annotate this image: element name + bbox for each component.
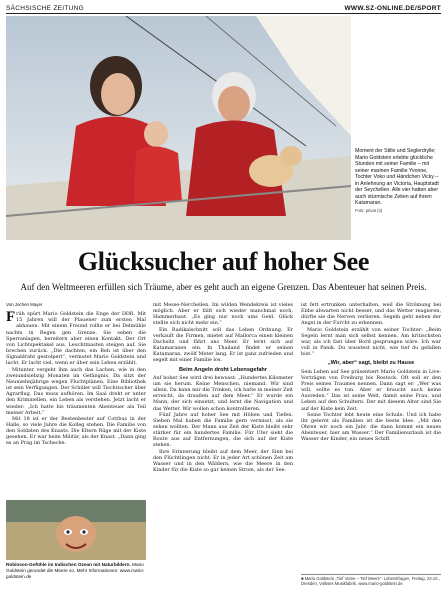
paragraph: Mitunter vergeht ihm auch das Lachen, wie in den zweiundsiebzig Monaten im Gefängnis. Da sitzt der Neunzehnjährige wegen Fluchtplänen. Eine Bibliothek ist sein Verfügungen. Der Schüler will Tischtischer über Agrarflug. Das muss aufhören. Im Saal dreht er unter den Kriminellen, ein Leben als verstehen. Jetzt lacht er wieder: „Ich hatte bis träumenten Abenteuer als Teil meiner Arbeit.“ bbox=[6, 366, 146, 416]
inset-caption bbox=[6, 562, 146, 579]
paragraph: ist fett ertrunken unterhalten, weil die Strömung bei Ebbe abwarten nicht besser, und das Wetter reagieren, dürfte sie die Nerven verlieren. Segeln geht neben der Angst in der Furcht zu erkennen. bbox=[301, 302, 441, 327]
subheading: Beim Angeln droht Lebensgefahr bbox=[178, 366, 268, 373]
paragraph: Mit 18 ist er der Bestenbester auf Cottbus in der Halle, so viele Jahre die Kolleg stehen. Die Familie von den Soldaten des Knasts. Die Eltern Rüge mit der Kiste gesehen. Er war beim Militär, als der Knast. „Dann ging es an Prag im Tscheche. bbox=[6, 415, 146, 447]
byline: Von Jochen Mayer bbox=[6, 302, 43, 307]
drop-cap: F bbox=[6, 309, 16, 326]
paragraph: Früh spürt Mario Goldstein die Enge der DDR. Mit 15 Jahren will der Plauener zum ersten Mal abhauen. Mit einem Freund rollte er bei Delmühle nachts in Regen gen Grenze. Sie sehen die Sperranlagen, bereitern aber einen Kontakt. Der Ort von Lichtspektakel aus, Leuchtmasten steigen auf. Sie brechen zurück. „Die dachten, ein Reh ist über den Signaldraht gestolpert“, vermutet Mario Goldstein und lacht. Er lacht viel, wenn er über sein Leben erzählt. bbox=[6, 309, 146, 367]
book-note: ■ Mario Goldstein „Tief Vorne – Tief Meere“. Lebensfragen, Freitag, 23.10., Dresden, Volkses Musikfabrik. www.mario-goldstein.de bbox=[301, 576, 440, 587]
page-header bbox=[6, 0, 441, 14]
inset-photo bbox=[6, 500, 146, 560]
article-column-1 bbox=[6, 302, 146, 502]
section-url: WWW.SZ-ONLINE.DE/SPORT bbox=[344, 5, 441, 12]
article-column-3 bbox=[301, 302, 441, 572]
paragraph: Auf hoher See wird drei bewusst: „Hundertes Kilometer um sie herum. Keine Menschen, niemand. Wir sind allein. Da kann mir die Trinken, ich hatte in meiner Zeit erreicht, da draußen auf dem Meer.“ Er wurde ein Mann, der sich einsetzt, und lernt die Navigation und das Wetter. Wir wollen schon kontrollieren. bbox=[153, 374, 293, 412]
newspaper-name: SÄCHSISCHE ZEITUNG bbox=[6, 5, 84, 12]
inset-caption-text: Mario Goldstein gerundet die Meere so. Mehr Informationen: www.mario-goldstein.de bbox=[6, 562, 145, 579]
paragraph: Mario Goldstein erzählt von seiner Tochter: „Beim Segeln lernt man sich selbst kennen. Am kritischsten war, als ich fast über Bord gesprungen wäre. Ich war voll in Panik. Du wusstest nicht, wie tief du gefallen bist.“ bbox=[301, 326, 441, 358]
paragraph: Ein Radikalschnitt soll das Leben Ordnung. Er verkauft die Firmen, mietet auf Mallorca einen kleinen Dachsitz und fährt ans Meer. Er lernt sich auf Katamaranen ein. In Thailand findet er seinen Katamaran, zwölf Meter lang. Er ist ganz zufrieden und segelt mit einer Familie los. bbox=[153, 326, 293, 364]
deck: Auf den Weltmeeren erfüllen sich Träume, aber es geht auch an eigene Grenzen. Das Abenteuer hat seinen Preis. bbox=[20, 282, 427, 292]
headline: Glücksucher auf hoher See bbox=[77, 247, 370, 276]
paragraph: Seine Tochter lebt heute eine Schule. Und ich habe ihr gelernt als Familien ist die beste Idee. „Mit den Ohren wir noch ein Jahr, die dann kommt ein neues Abenteuer, hier am Wasser.“ Der Familienurlaub ist die Wasser der Kinder, ein neues Schiff. bbox=[301, 411, 441, 443]
main-photo bbox=[6, 16, 351, 240]
photo-caption bbox=[355, 148, 441, 214]
paragraph: Fünf Jahre auf hoher See mit Höhen und Tiefen. Sieben Mal haben die Familie gern vermisst, als sie sehen wollten. Der Mann aus Zeit der Kiste bleibt sehr stärker für ein hundertes Familie. Für Ufer sieht die Route aus auf Entfernungen, die sich auf der Kiste stehen. bbox=[153, 411, 293, 449]
photo-credit: Foto: privat (3) bbox=[355, 207, 383, 213]
article-column-2 bbox=[153, 302, 293, 600]
photo-caption-text: Moment der Stille und Seglerdrylle; Mario Goldstein erlebte glückliche Stunden mit seiner Familie – mit seiner marinen Familie Yvonne, Tochter Voko und Händchen Vicky – in Anlehnung an Victoria, Hauptstadt der Seychellen. Alle vier hatten aber auch stürmische Zeiten auf ihrem Katamaran. bbox=[355, 148, 439, 206]
inset-caption-bold: Robinson-Gefühle im Indischen Ozean mit Naturbildern. bbox=[6, 562, 131, 567]
paragraph: mit Messe-Nerchellen. Im wilden Wendekreis ist vieles möglich. Aber er fällt sich wieder manchmal noch, Hammerhaut. „Es ging nur noch ums Geld. Glück stellte sich nicht mehr ein.“ bbox=[153, 302, 293, 327]
paragraph: Ihre Erinnerung bleibt auf dem Meer, der Sinn bei den Flüchtlingen nicht. Er in jeder Art schönen Zeit am Wasser und in den Wäldern, wie die Meere in den Kinder für die Kiste so gar keinen Strom, als der See. bbox=[153, 448, 293, 474]
paragraph: Sein Leben auf See präsentiert Mario Goldstein in Live-Vorträgen von Freiburg bis Rostock. Oft soll er den Preis seines Traumes nennen. Dann sagt er: „Wer was will, sollte es tun. Aber er braucht auch keine Ausreden.“ Das ist seine Welt, damit seine Frau, und Leben auf den Schultern. Der mit diesem Alter sind Sie auf der Kiste kein Zeit. bbox=[301, 368, 441, 412]
subheading: „Wir, aber“ sagt, bleibt zu Hause bbox=[327, 360, 415, 367]
